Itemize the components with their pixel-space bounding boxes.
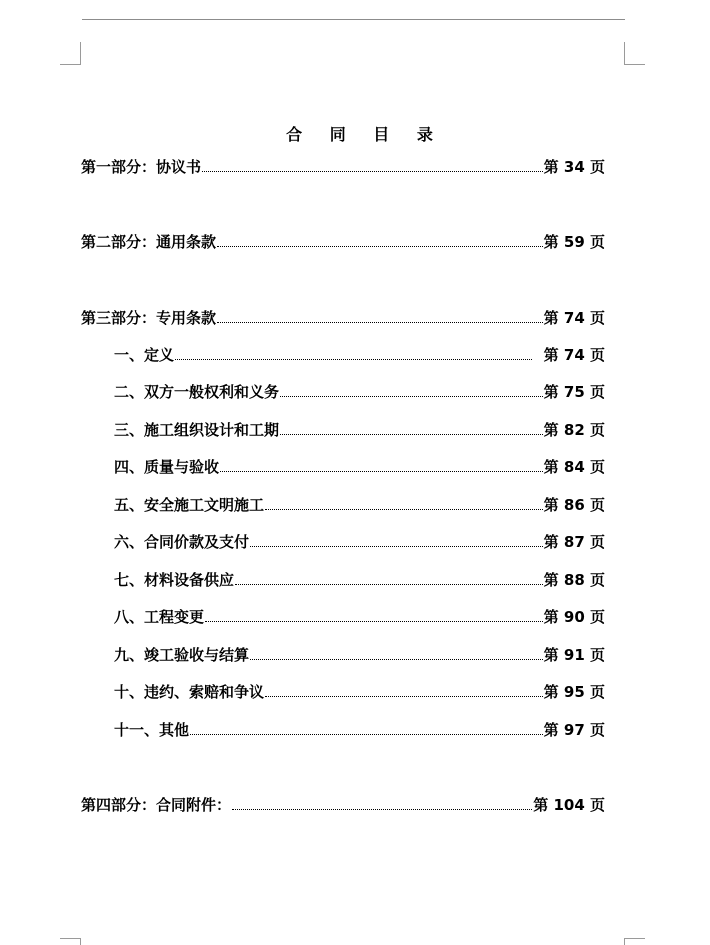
toc-dot-leader (205, 621, 543, 622)
toc-entry-label: 一、定义 (114, 346, 175, 364)
toc-page-number: 第 74 页 (543, 309, 605, 327)
margin-mark-top-right (624, 42, 645, 65)
toc-page-number: 第 75 页 (543, 383, 605, 401)
toc-dot-leader (265, 509, 543, 510)
toc-dot-leader (280, 396, 543, 397)
toc-entry-label: 第四部分：合同附件： (81, 796, 232, 814)
toc-dot-leader (217, 246, 543, 247)
toc-dot-leader (235, 584, 543, 585)
toc-page-number: 第 74 页 (543, 346, 605, 364)
toc-page-number: 第 90 页 (543, 608, 605, 626)
toc-entry-section-6[interactable] (114, 531, 605, 553)
toc-entry-section-4[interactable] (114, 456, 605, 478)
toc-entry-section-2[interactable] (114, 381, 605, 403)
toc-entry-label: 第一部分：协议书 (81, 158, 202, 176)
toc-dot-leader (220, 471, 543, 472)
toc-entry-part-1[interactable] (81, 156, 605, 178)
margin-mark-top-left (60, 42, 81, 65)
toc-entry-label: 四、质量与验收 (114, 458, 220, 476)
toc-entry-section-5[interactable] (114, 494, 605, 516)
toc-page-number: 第 59 页 (543, 233, 605, 251)
toc-entry-part-3[interactable] (81, 307, 605, 329)
toc-page-number: 第 82 页 (543, 421, 605, 439)
toc-entry-section-11[interactable] (114, 719, 605, 741)
toc-entry-label: 十、违约、索赔和争议 (114, 683, 265, 701)
page-title: 合 同 目 录 (286, 125, 444, 144)
toc-entry-section-9[interactable] (114, 644, 605, 666)
toc-page-number: 第 95 页 (543, 683, 605, 701)
toc-dot-leader (175, 359, 532, 360)
toc-entry-section-3[interactable] (114, 419, 605, 441)
toc-page-number: 第 87 页 (543, 533, 605, 551)
toc-entry-label: 十一、其他 (114, 721, 190, 739)
header-rule (82, 19, 625, 20)
toc-entry-label: 二、双方一般权利和义务 (114, 383, 280, 401)
toc-entry-label: 七、材料设备供应 (114, 571, 235, 589)
toc-entry-section-8[interactable] (114, 606, 605, 628)
toc-entry-label: 五、安全施工文明施工 (114, 496, 265, 514)
toc-dot-leader (250, 659, 543, 660)
toc-entry-label: 六、合同价款及支付 (114, 533, 250, 551)
toc-entry-section-10[interactable] (114, 681, 605, 703)
toc-entry-label: 第三部分：专用条款 (81, 309, 217, 327)
toc-dot-leader (250, 546, 543, 547)
toc-entry-label: 八、工程变更 (114, 608, 205, 626)
toc-entry-section-1[interactable] (114, 344, 605, 366)
toc-page-number: 第 88 页 (543, 571, 605, 589)
toc-entry-part-4[interactable] (81, 794, 605, 816)
toc-page-number: 第 34 页 (543, 158, 605, 176)
toc-page-number: 第 97 页 (543, 721, 605, 739)
toc-entry-label: 第二部分：通用条款 (81, 233, 217, 251)
toc-dot-leader (217, 322, 543, 323)
toc-page-number: 第 84 页 (543, 458, 605, 476)
toc-dot-leader (265, 696, 543, 697)
toc-entry-part-2[interactable] (81, 231, 605, 253)
toc-page-number: 第 91 页 (543, 646, 605, 664)
toc-entry-label: 三、施工组织设计和工期 (114, 421, 280, 439)
toc-dot-leader (232, 809, 532, 810)
toc-entry-label: 九、竣工验收与结算 (114, 646, 250, 664)
toc-page-number: 第 104 页 (533, 796, 605, 814)
toc-dot-leader (280, 434, 543, 435)
toc-dot-leader (190, 734, 543, 735)
toc-entry-section-7[interactable] (114, 569, 605, 591)
toc-page-number: 第 86 页 (543, 496, 605, 514)
toc-dot-leader (202, 171, 543, 172)
